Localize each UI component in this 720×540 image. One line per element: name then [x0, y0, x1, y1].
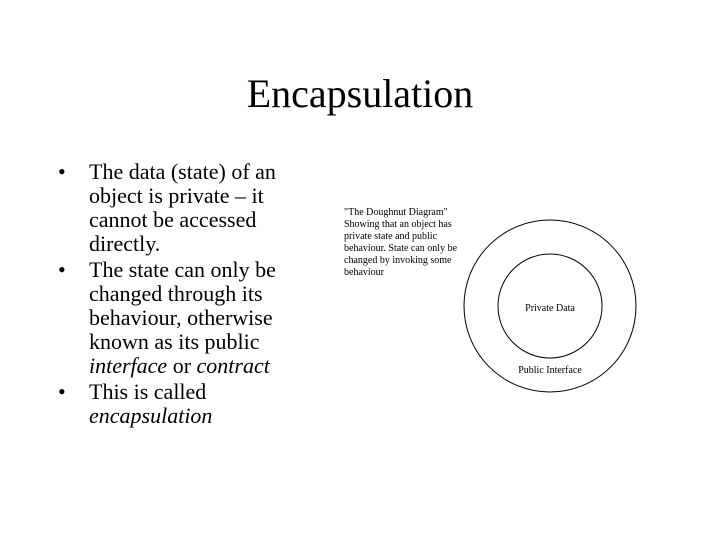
- slide-title: Encapsulation: [246, 71, 474, 116]
- bullet-text: behaviour, otherwise: [89, 305, 273, 330]
- bullet-italic-term: contract: [196, 353, 270, 378]
- bullet-text: known as its public: [89, 329, 260, 354]
- outer-label: Public Interface: [518, 365, 582, 376]
- diagram-caption: [344, 207, 466, 279]
- bullet-dot: •: [58, 159, 66, 184]
- bullet-dot: •: [58, 257, 66, 282]
- bullet-item: [58, 258, 308, 378]
- bullet-item: [58, 380, 308, 428]
- bullet-text: object is private – it: [89, 183, 264, 208]
- doughnut-diagram: [462, 218, 638, 394]
- caption-line: "The Doughnut Diagram": [344, 207, 448, 218]
- caption-line: behaviour. State can only be: [344, 243, 458, 254]
- bullet-text: cannot be accessed: [89, 207, 257, 232]
- bullet-dot: •: [58, 379, 66, 404]
- caption-line: behaviour: [344, 267, 384, 278]
- bullet-text: The data (state) of an: [89, 159, 276, 184]
- inner-label: Private Data: [525, 303, 575, 314]
- bullet-text: This is called: [89, 379, 207, 404]
- caption-line: changed by invoking some: [344, 255, 452, 266]
- bullet-text: changed through its: [89, 281, 263, 306]
- bullet-italic-term: encapsulation: [89, 403, 213, 428]
- bullet-text: or: [167, 353, 197, 378]
- bullet-text: The state can only be: [89, 257, 276, 282]
- bullet-text: directly.: [89, 231, 161, 256]
- bullet-list: [58, 160, 308, 430]
- caption-line: private state and public: [344, 231, 438, 242]
- caption-line: Showing that an object has: [344, 219, 452, 230]
- bullet-item: [58, 160, 308, 256]
- bullet-italic-term: interface: [89, 353, 168, 378]
